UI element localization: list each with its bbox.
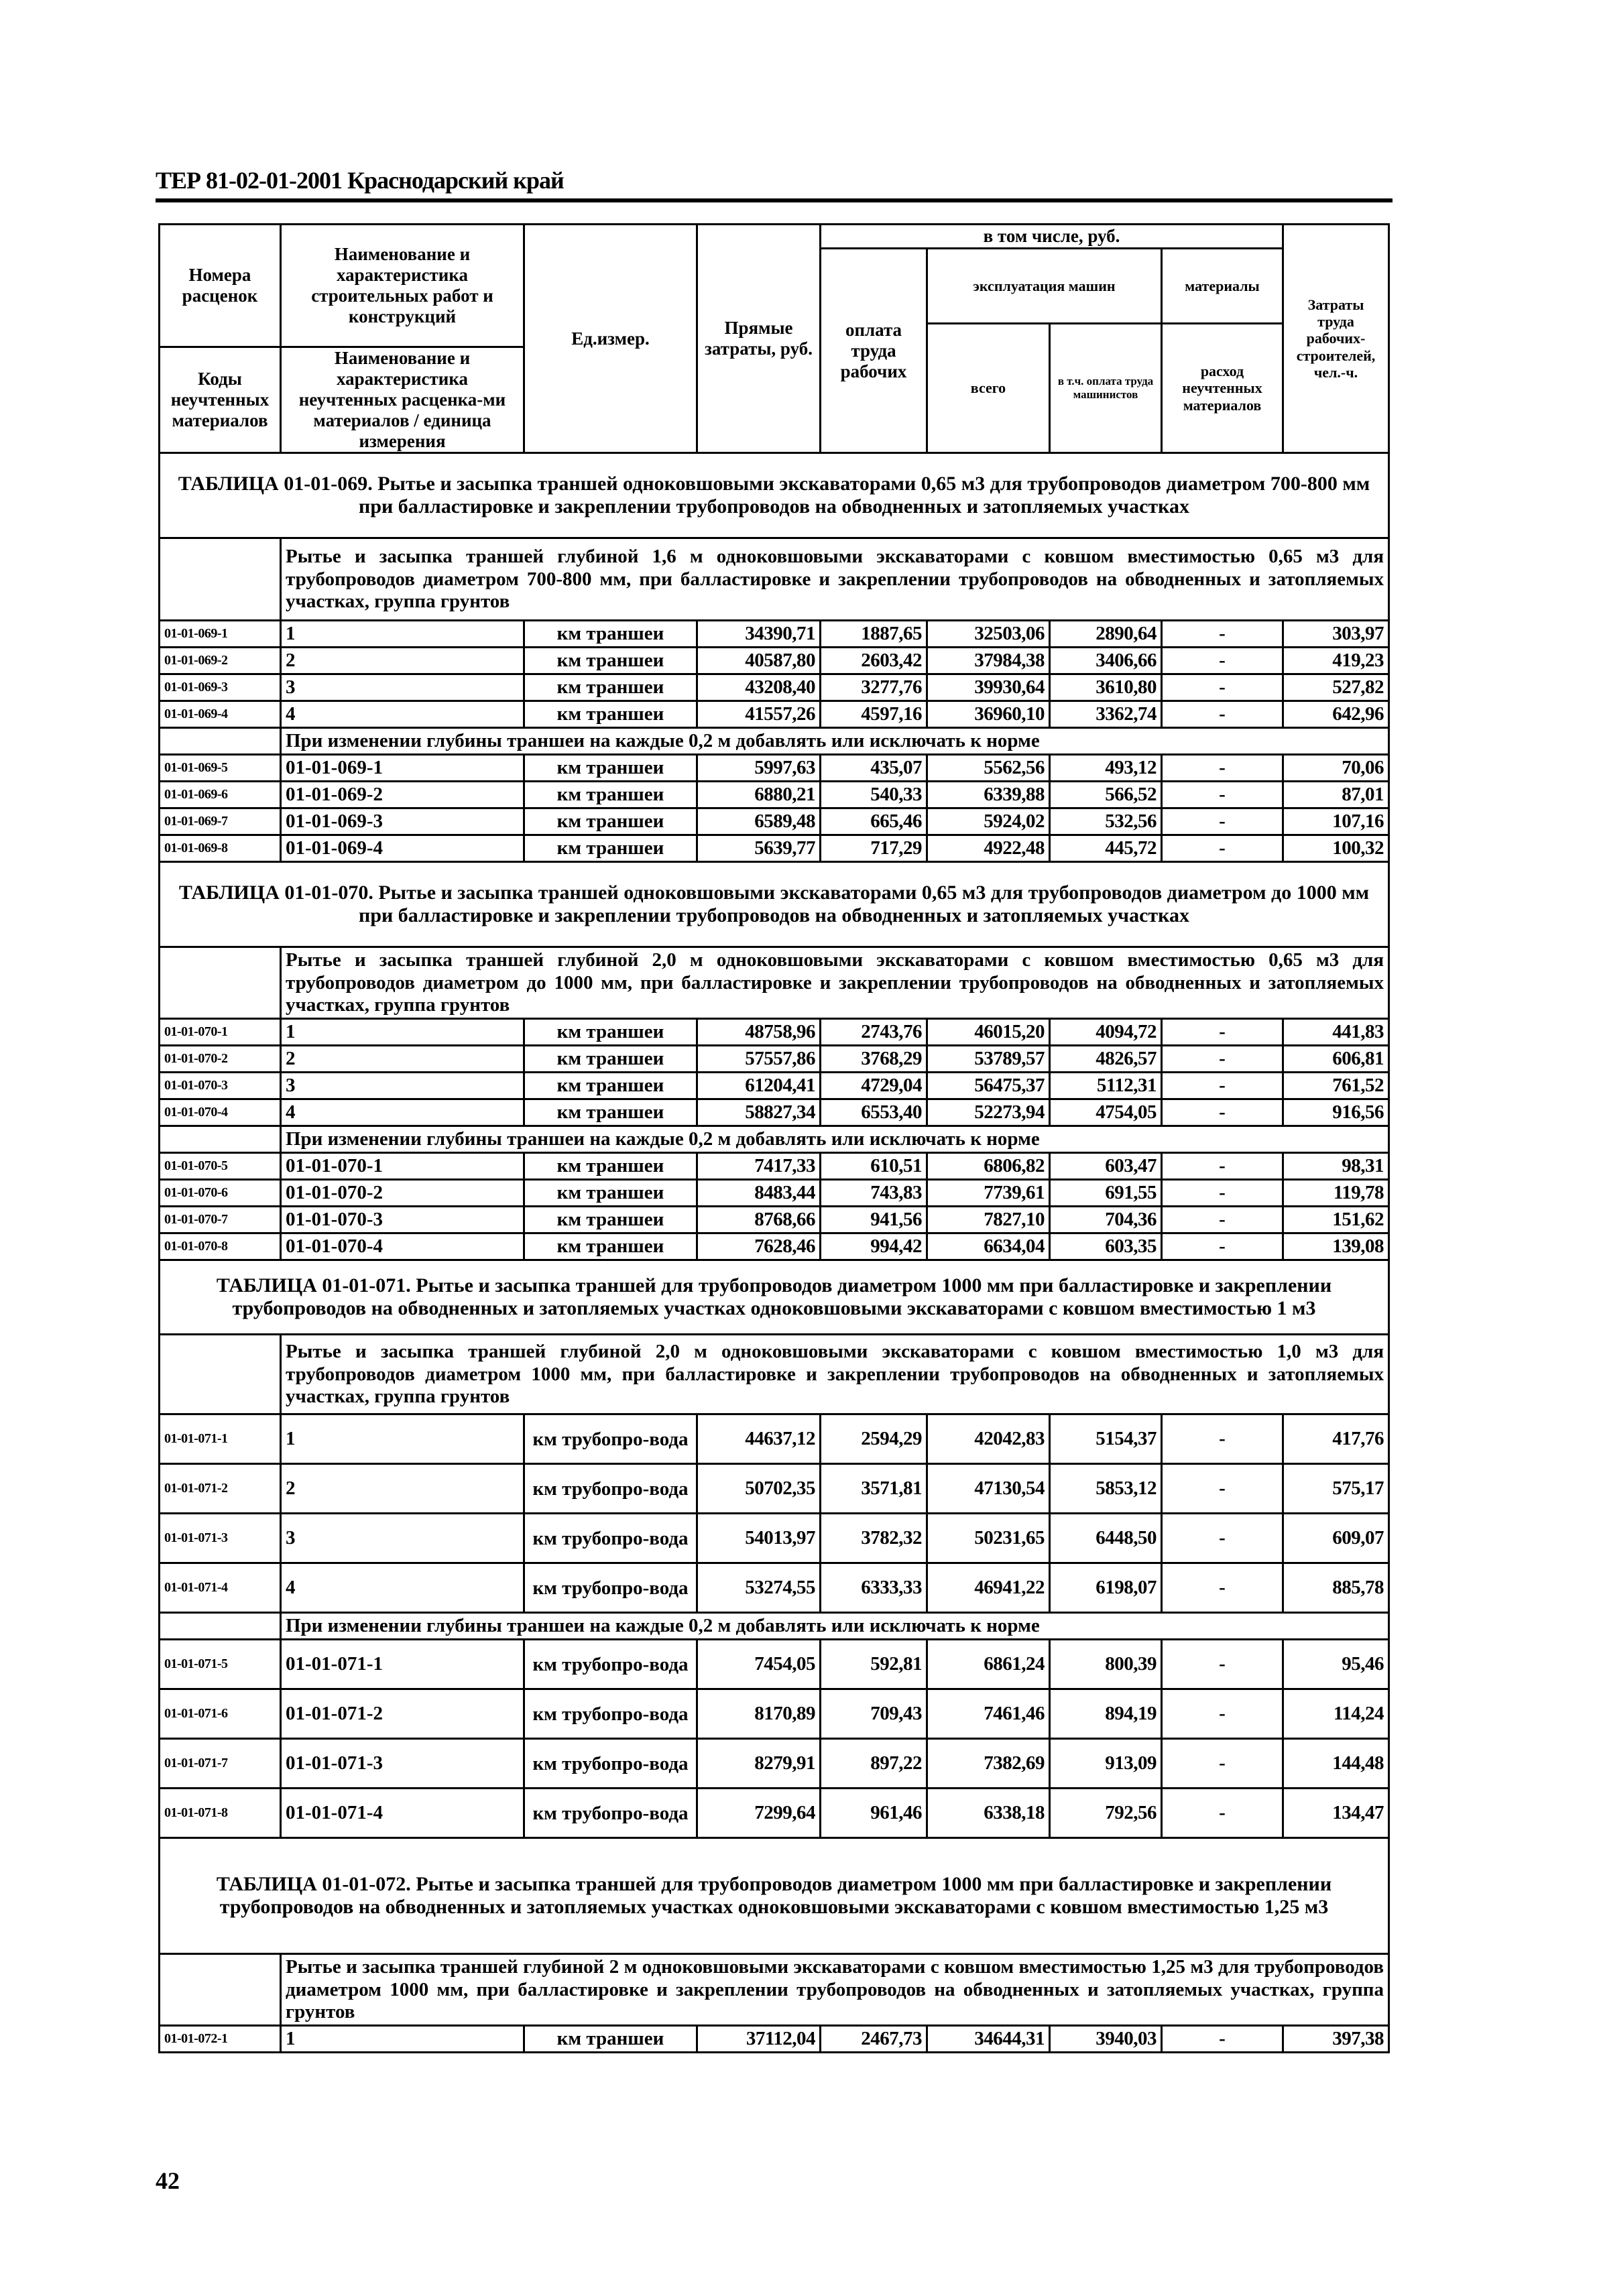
table-row: 01-01-071-8 01-01-071-4 км трубопро-вода 7299,64 961,46 6338,18 792,56 - 134,47: [160, 1789, 1389, 1838]
rates-table: [158, 223, 1390, 2053]
header-rule: [156, 198, 1393, 202]
table-row: 01-01-071-5 01-01-071-1 км трубопро-вода 7454,05 592,81 6861,24 800,39 - 95,46: [160, 1640, 1389, 1689]
col-header-machines-total: всего: [927, 323, 1050, 453]
table-row: 01-01-069-4 4 км траншеи 41557,26 4597,16 36960,10 3362,74 - 642,96: [160, 701, 1389, 728]
empty-cell: [160, 947, 281, 1019]
table-row: 01-01-070-1 1 км траншеи 48758,96 2743,76 46015,20 4094,72 - 441,83: [160, 1019, 1389, 1046]
table-row: 01-01-069-7 01-01-069-3 км траншеи 6589,48 665,46 5924,02 532,56 - 107,16: [160, 808, 1389, 835]
table-row: 01-01-070-3 3 км траншеи 61204,41 4729,04 56475,37 5112,31 - 761,52: [160, 1073, 1389, 1099]
table-row: 01-01-070-5 01-01-070-1 км траншеи 7417,33 610,51 6806,82 603,47 - 98,31: [160, 1153, 1389, 1180]
document-header: ТЕР 81-02-01-2001 Краснодарский край: [156, 167, 564, 194]
table-row: 01-01-069-8 01-01-069-4 км траншеи 5639,77 717,29 4922,48 445,72 - 100,32: [160, 835, 1389, 862]
table-row: 01-01-071-3 3 км трубопро-вода 54013,97 3782,32 50231,65 6448,50 - 609,07: [160, 1514, 1389, 1563]
col-header-including: в том числе, руб.: [821, 225, 1283, 249]
table-description: Рытье и засыпка траншей глубиной 2,0 м одноковшовыми экскаваторами с ковшом вместимостью 1,0 м3 для трубопроводов диаметром 1000 мм, при балластировке и закреплении трубопроводов на обводненных и затопляемых участках, группа грунтов: [281, 1335, 1389, 1414]
section-070: [160, 862, 1389, 1260]
table-description: Рытье и засыпка траншей глубиной 2 м одноковшовыми экскаваторами с ковшом вместимостью 1,25 м3 для трубопроводов диаметром 1000 мм, при балластировке и закреплении трубопроводов на обводненных и затопляемых участках, группа грунтов: [281, 1954, 1389, 2026]
table-row: 01-01-070-8 01-01-070-4 км траншеи 7628,46 994,42 6634,04 603,35 - 139,08: [160, 1233, 1389, 1260]
empty-cell: [160, 1613, 281, 1640]
table-head: [160, 225, 1389, 453]
col-header-labor-hours: Затраты труда рабочих-строителей, чел.-ч.: [1283, 225, 1389, 453]
table-row: 01-01-070-4 4 км траншеи 58827,34 6553,40 52273,94 4754,05 - 916,56: [160, 1099, 1389, 1126]
empty-cell: [160, 728, 281, 755]
table-title: ТАБЛИЦА 01-01-071. Рытье и засыпка траншей для трубопроводов диаметром 1000 мм при балластировке и закреплении трубопроводов на обводненных и затопляемых участках одноковшовыми экскаваторами с ковшом вместимостью 1 м3: [160, 1260, 1389, 1335]
table-row: 01-01-071-4 4 км трубопро-вода 53274,55 6333,33 46941,22 6198,07 - 885,78: [160, 1563, 1389, 1613]
table-row: 01-01-070-2 2 км траншеи 57557,86 3768,29 53789,57 4826,57 - 606,81: [160, 1046, 1389, 1073]
table-row: 01-01-070-6 01-01-070-2 км траншеи 8483,44 743,83 7739,61 691,55 - 119,78: [160, 1180, 1389, 1207]
empty-cell: [160, 1954, 281, 2026]
table-description: Рытье и засыпка траншей глубиной 1,6 м одноковшовыми экскаваторами с ковшом вместимостью 0,65 м3 для трубопроводов диаметром 700-800 мм, при балластировке и закреплении трубопроводов на обводненных и затопляемых участках, группа грунтов: [281, 538, 1389, 621]
table-row: 01-01-069-6 01-01-069-2 км траншеи 6880,21 540,33 6339,88 566,52 - 87,01: [160, 782, 1389, 808]
col-header-codes-bottom: Коды неучтенных материалов: [160, 347, 281, 453]
depth-note: При изменении глубины траншеи на каждые 0,2 м добавлять или исключать к норме: [281, 1126, 1389, 1153]
col-header-direct: Прямые затраты, руб.: [697, 225, 821, 453]
depth-note: При изменении глубины траншеи на каждые 0,2 м добавлять или исключать к норме: [281, 728, 1389, 755]
table-row: 01-01-069-5 01-01-069-1 км траншеи 5997,63 435,07 5562,56 493,12 - 70,06: [160, 755, 1389, 782]
col-header-materials: материалы: [1162, 249, 1283, 324]
page-number: 42: [156, 2167, 180, 2194]
empty-cell: [160, 1335, 281, 1414]
table-row: 01-01-072-1 1 км траншеи 37112,04 2467,73 34644,31 3940,03 - 397,38: [160, 2026, 1389, 2053]
col-header-name-top: Наименование и характеристика строительных работ и конструкций: [281, 225, 524, 347]
col-header-materials-unaccounted: расход неучтенных материалов: [1162, 323, 1283, 453]
table-title: ТАБЛИЦА 01-01-070. Рытье и засыпка траншей одноковшовыми экскаваторами 0,65 м3 для трубопроводов диаметром до 1000 мм при балластировке и закреплении трубопроводов на обводненных и затопляемых участках: [160, 862, 1389, 947]
section-072: [160, 1838, 1389, 2053]
table-row: 01-01-071-2 2 км трубопро-вода 50702,35 3571,81 47130,54 5853,12 - 575,17: [160, 1464, 1389, 1514]
table-row: 01-01-069-2 2 км траншеи 40587,80 2603,42 37984,38 3406,66 - 419,23: [160, 648, 1389, 674]
empty-cell: [160, 538, 281, 621]
depth-note: При изменении глубины траншеи на каждые 0,2 м добавлять или исключать к норме: [281, 1613, 1389, 1640]
empty-cell: [160, 1126, 281, 1153]
col-header-labor-pay: оплата труда рабочих: [821, 249, 927, 453]
col-header-name-bottom: Наименование и характеристика неучтенных расценка-ми материалов / единица измерения: [281, 347, 524, 453]
col-header-machines: эксплуатация машин: [927, 249, 1162, 324]
table-row: 01-01-070-7 01-01-070-3 км траншеи 8768,66 941,56 7827,10 704,36 - 151,62: [160, 1207, 1389, 1233]
table-row: 01-01-071-7 01-01-071-3 км трубопро-вода 8279,91 897,22 7382,69 913,09 - 144,48: [160, 1739, 1389, 1789]
table-row: 01-01-069-3 3 км траншеи 43208,40 3277,76 39930,64 3610,80 - 527,82: [160, 674, 1389, 701]
table-description: Рытье и засыпка траншей глубиной 2,0 м одноковшовыми экскаваторами с ковшом вместимостью 0,65 м3 для трубопроводов диаметром до 1000 мм, при балластировке и закреплении трубопроводов на обводненных и затопляемых участках, группа грунтов: [281, 947, 1389, 1019]
table-row: 01-01-071-1 1 км трубопро-вода 44637,12 2594,29 42042,83 5154,37 - 417,76: [160, 1414, 1389, 1464]
col-header-codes-top: Номера расценок: [160, 225, 281, 347]
section-069: [160, 453, 1389, 862]
section-071: [160, 1260, 1389, 1838]
table-row: 01-01-071-6 01-01-071-2 км трубопро-вода 8170,89 709,43 7461,46 894,19 - 114,24: [160, 1689, 1389, 1739]
col-header-machines-operators: в т.ч. оплата труда машинистов: [1050, 323, 1162, 453]
table-title: ТАБЛИЦА 01-01-069. Рытье и засыпка траншей одноковшовыми экскаваторами 0,65 м3 для трубопроводов диаметром 700-800 мм при балластировке и закреплении трубопроводов на обводненных и затопляемых участках: [160, 453, 1389, 538]
table-row: 01-01-069-1 1 км траншеи 34390,71 1887,65 32503,06 2890,64 - 303,97: [160, 621, 1389, 648]
col-header-unit: Ед.измер.: [524, 225, 697, 453]
table-title: ТАБЛИЦА 01-01-072. Рытье и засыпка траншей для трубопроводов диаметром 1000 мм при балластировке и закреплении трубопроводов на обводненных и затопляемых участках одноковшовыми экскаваторами с ковшом вместимостью 1,25 м3: [160, 1838, 1389, 1954]
